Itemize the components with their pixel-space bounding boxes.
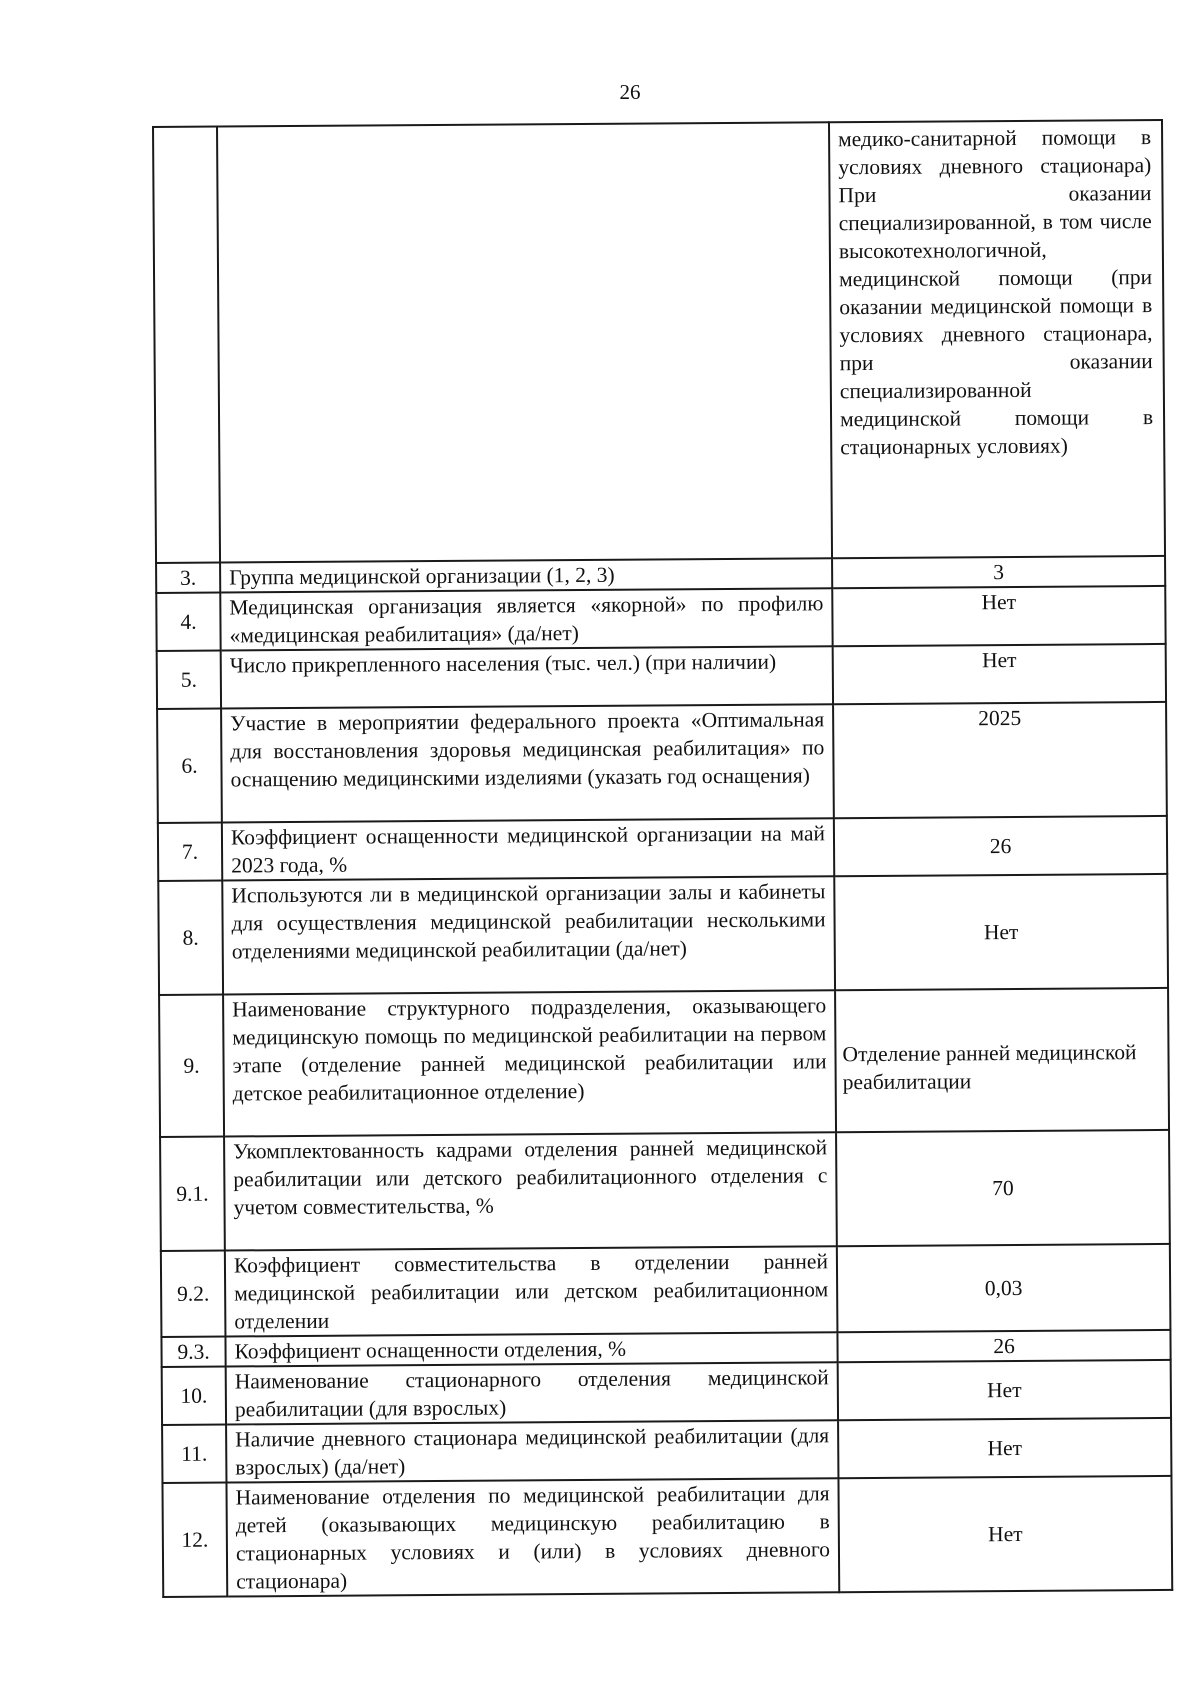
row-number: 5. bbox=[157, 651, 221, 709]
row-value: 26 bbox=[834, 816, 1167, 876]
row-description: Число прикрепленного населения (тыс. чел.) (при наличии) bbox=[221, 646, 833, 708]
row-description: Коэффициент оснащенности медицинской организации на май 2023 года, % bbox=[222, 818, 834, 880]
table-row bbox=[156, 586, 1165, 651]
row-value: 3 bbox=[832, 556, 1165, 588]
row-number: 9.1. bbox=[160, 1137, 225, 1251]
row-description: Медицинская организация является «якорной» по профилю «медицинская реабилитация» (да/нет) bbox=[220, 588, 832, 650]
table-row bbox=[162, 1476, 1172, 1597]
row-description: Коэффициент совместительства в отделении ранней медицинской реабилитации или детском реабилитационном отделении bbox=[225, 1246, 838, 1336]
cell-num-empty bbox=[153, 127, 220, 563]
row-number: 12. bbox=[162, 1483, 227, 1597]
row-number: 7. bbox=[158, 823, 222, 881]
row-number: 9. bbox=[159, 995, 224, 1137]
row-value: Нет bbox=[834, 874, 1168, 990]
table-row bbox=[158, 816, 1167, 881]
table-row bbox=[159, 988, 1169, 1137]
row-number: 9.3. bbox=[161, 1337, 225, 1367]
row-number: 8. bbox=[158, 881, 223, 995]
row-description: Участие в мероприятии федерального проекта «Оптимальная для восстановления здоровья медицинская реабилитация» по оснащению медицинскими изделиями (указать год оснащения) bbox=[221, 704, 834, 822]
table-row bbox=[162, 1360, 1171, 1425]
row-value: 2025 bbox=[833, 702, 1167, 818]
row-value: Нет bbox=[838, 1360, 1171, 1420]
row-description: Используются ли в медицинской организации залы и кабинеты для осуществления медицинской реабилитации несколькими отделениями медицинской реабилитации (да/нет) bbox=[222, 876, 835, 994]
row-description: Группа медицинской организации (1, 2, 3) bbox=[220, 558, 832, 592]
row-number: 3. bbox=[156, 563, 220, 593]
table-row bbox=[160, 1130, 1170, 1251]
row-number: 9.2. bbox=[161, 1251, 226, 1337]
row-number: 11. bbox=[162, 1425, 226, 1483]
row-value: Отделение ранней медицинской реабилитации bbox=[835, 988, 1169, 1132]
table-row bbox=[158, 874, 1168, 995]
row-number: 6. bbox=[157, 709, 222, 823]
row-number: 10. bbox=[162, 1367, 226, 1425]
table-row bbox=[162, 1418, 1171, 1483]
row-description: Укомплектованность кадрами отделения ранней медицинской реабилитации или детского реабилитационного отделения с учетом совместительства, % bbox=[224, 1132, 837, 1250]
cell-continuation-text: медико-санитарной помощи в условиях дневного стационара) При оказании специализированной, в том числе высокотехнологичной, медицинской помощи (при оказании медицинской помощи в условиях дневного стационара, при оказании специализированной медицинской помощи в стационарных условиях) bbox=[829, 120, 1165, 558]
row-description: Наличие дневного стационара медицинской реабилитации (для взрослых) (да/нет) bbox=[226, 1420, 838, 1482]
cell-desc-empty bbox=[217, 122, 832, 562]
table-row bbox=[161, 1244, 1171, 1337]
row-value: Нет bbox=[838, 1418, 1171, 1478]
page-number: 26 bbox=[619, 80, 641, 104]
table-row bbox=[157, 644, 1166, 709]
row-description: Коэффициент оснащенности отделения, % bbox=[225, 1332, 837, 1366]
row-value: Нет bbox=[832, 586, 1165, 646]
table-row-continuation bbox=[153, 120, 1165, 563]
row-value: Нет bbox=[833, 644, 1166, 704]
row-value: 70 bbox=[836, 1130, 1170, 1246]
row-description: Наименование стационарного отделения медицинской реабилитации (для взрослых) bbox=[226, 1362, 838, 1424]
row-value: 26 bbox=[837, 1330, 1170, 1362]
table-row bbox=[157, 702, 1167, 823]
row-value: 0,03 bbox=[837, 1244, 1171, 1332]
row-description: Наименование структурного подразделения, оказывающего медицинскую помощь по медицинской реабилитации на первом этапе (отделение ранней медицинской реабилитации или детское реабилитационное отделение) bbox=[223, 990, 836, 1136]
row-value: Нет bbox=[838, 1476, 1172, 1592]
indicator-table bbox=[152, 119, 1173, 1598]
row-number: 4. bbox=[156, 593, 220, 651]
row-description: Наименование отделения по медицинской реабилитации для детей (оказывающих медицинскую реабилитацию в стационарных условиях и (или) в условиях дневного стационара) bbox=[226, 1478, 839, 1596]
